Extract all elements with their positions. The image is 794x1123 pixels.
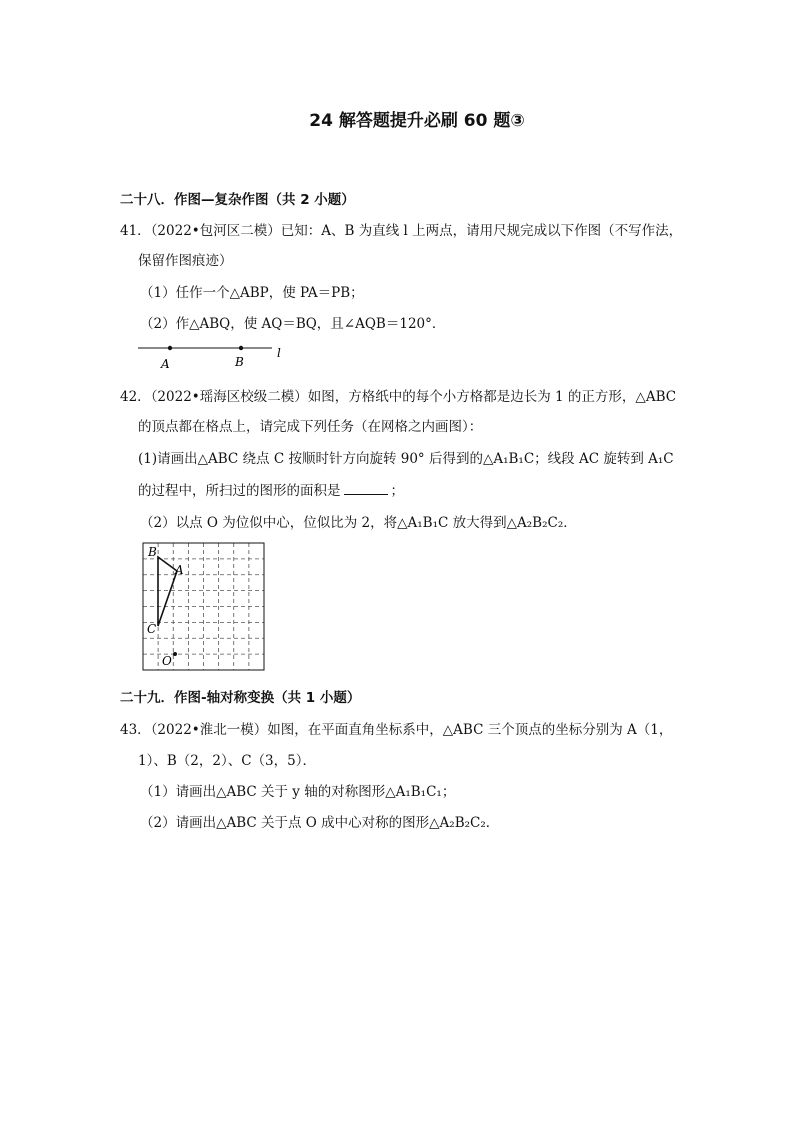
q41-source: （2022•包河区二模）: [150, 223, 281, 239]
q43-line1: [120, 718, 680, 738]
page-title: 24 解答题提升必刷 60 题③: [309, 111, 525, 131]
label-a: A: [175, 563, 184, 577]
q42-stem: 如图，方格纸中的每个小方格都是边长为 1 的正方形，△ABC: [307, 389, 677, 405]
q42-number: 42．: [120, 389, 151, 405]
dashed-grid: [143, 543, 264, 670]
q42-part1b: 的过程中，所扫过的图形的面积是 ；: [138, 483, 404, 499]
q41-line2: 保留作图痕迹）: [138, 253, 233, 269]
q41-part2: （2）作△ABQ，使 AQ＝BQ，且∠AQB＝120°．: [140, 316, 446, 332]
label-c: C: [147, 622, 157, 636]
label-l: l: [277, 346, 281, 360]
q42-line1: [120, 385, 680, 405]
q41-line-figure: [130, 338, 300, 372]
point-o: [173, 652, 177, 656]
q41-part1: （1）任作一个△ABP，使 PA＝PB；: [140, 285, 364, 301]
q43-part1: （1）请画出△ABC 关于 y 轴的对称图形△A₁B₁C₁；: [140, 784, 456, 800]
q41-line1: [120, 219, 683, 239]
point-b: [239, 346, 243, 350]
q43-number: 43．: [120, 722, 151, 738]
label-b: B: [235, 355, 244, 369]
label-a: A: [161, 357, 170, 371]
q41-number: 41．: [120, 223, 151, 239]
q43-stem: 如图，在平面直角坐标系中，△ABC 三个顶点的坐标分别为 A（1，: [267, 722, 673, 738]
q42-grid-figure: [140, 538, 270, 674]
q41-stem: 已知：A、B 为直线 l 上两点，请用尺规完成以下作图（不写作法，: [280, 223, 683, 239]
answer-blank: [344, 482, 388, 495]
label-o: O: [162, 654, 172, 668]
q42-line2: 的顶点都在格点上，请完成下列任务（在网格之内画图）：: [138, 419, 483, 435]
point-a: [168, 346, 172, 350]
section-heading-29: 二十九．作图-轴对称变换（共 1 小题）: [120, 690, 361, 706]
q43-source: （2022•淮北一模）: [150, 722, 268, 738]
label-b: B: [148, 545, 157, 559]
q43-line2: 1）、B（2，2）、C（3，5）．: [138, 753, 316, 769]
section-heading-28: 二十八．作图—复杂作图（共 2 小题）: [120, 192, 355, 208]
q43-part2: （2）请画出△ABC 关于点 O 成中心对称的图形△A₂B₂C₂．: [140, 815, 500, 831]
q42-part1a: (1)请画出△ABC 绕点 C 按顺时针方向旋转 90° 后得到的△A₁B₁C；线段 AC 旋转到 A₁C: [138, 451, 674, 467]
q42-source: （2022•瑶海区校级二模）: [150, 389, 308, 405]
q42-part2: （2）以点 O 为位似中心，位似比为 2，将△A₁B₁C 放大得到△A₂B₂C₂．: [140, 515, 577, 531]
